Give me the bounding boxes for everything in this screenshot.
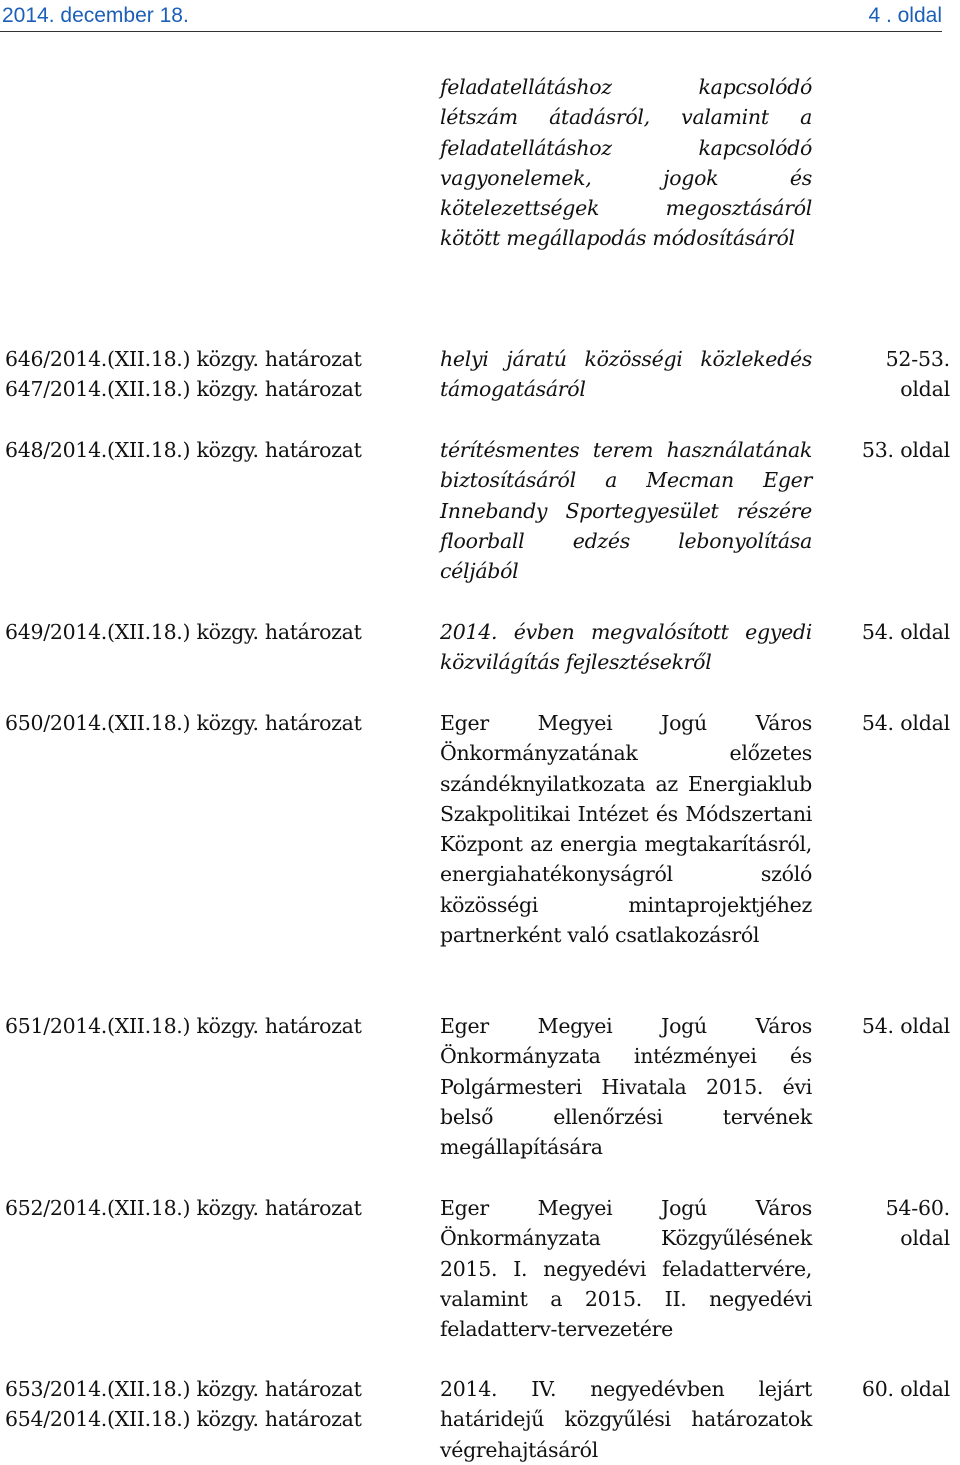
entry-description: Eger Megyei Jogú Város Önkormányzatának előzetes szándéknyilatkozata az Energiaklub Szakpolitikai Intézet és Módszertani Központ az energia megtakarításról, energiahatékonyságról szóló közösségi mintaprojektjéhez partnerként való csatlakozásról <box>440 711 812 948</box>
entry-pages: 54. oldal <box>861 1014 950 1038</box>
entry-references <box>5 617 415 647</box>
entry-references <box>5 708 415 738</box>
entry-references <box>5 344 415 405</box>
entry-pages: 54-60. oldal <box>885 1196 950 1251</box>
entry-reference: 653/2014.(XII.18.) közgy. határozat <box>5 1377 362 1401</box>
entry-pages: 60. oldal <box>861 1377 950 1401</box>
entry-references <box>5 1193 415 1223</box>
entry-reference: 646/2014.(XII.18.) közgy. határozat <box>5 347 362 371</box>
entry-description: térítésmentes terem használatának biztosításáról a Mecman Eger Innebandy Sportegyesület részére floorball edzés lebonyolítása céljából <box>440 438 812 584</box>
entry-description: Eger Megyei Jogú Város Önkormányzata Közgyűlésének 2015. I. negyedévi feladattervére, valamint a 2015. II. negyedévi feladatterv-tervezetére <box>440 1196 812 1342</box>
entry-pages: 54. oldal <box>861 711 950 735</box>
entry-references <box>5 435 415 465</box>
header-page-number: 4 . oldal <box>868 4 942 27</box>
entry-reference: 650/2014.(XII.18.) közgy. határozat <box>5 711 362 735</box>
entry-description: 2014. IV. negyedévben lejárt határidejű közgyűlési határozatok végrehajtásáról <box>440 1377 812 1462</box>
entry-pages: 53. oldal <box>861 438 950 462</box>
page-header <box>0 0 960 30</box>
entry-pages: 52-53. oldal <box>885 347 950 402</box>
header-rule <box>0 31 942 32</box>
entry-reference: 651/2014.(XII.18.) közgy. határozat <box>5 1014 362 1038</box>
entry-description: feladatellátáshoz kapcsolódó létszám átadásról, valamint a feladatellátáshoz kapcsolódó vagyonelemek, jogok és kötelezettségek megosztásáról kötött megállapodás módosításáról <box>440 75 812 251</box>
entry-references <box>5 1374 415 1435</box>
entry-description: 2014. évben megvalósított egyedi közvilágítás fejlesztésekről <box>440 620 812 675</box>
entry-reference: 654/2014.(XII.18.) közgy. határozat <box>5 1407 362 1432</box>
entry-reference: 647/2014.(XII.18.) közgy. határozat <box>5 377 362 402</box>
entry-reference: 652/2014.(XII.18.) közgy. határozat <box>5 1196 362 1220</box>
entry-reference: 648/2014.(XII.18.) közgy. határozat <box>5 438 362 462</box>
entry-pages: 54. oldal <box>861 620 950 644</box>
header-date: 2014. december 18. <box>2 4 189 27</box>
entry-references <box>5 1011 415 1041</box>
entry-reference: 649/2014.(XII.18.) közgy. határozat <box>5 620 362 644</box>
entry-description: Eger Megyei Jogú Város Önkormányzata intézményei és Polgármesteri Hivatala 2015. évi belső ellenőrzési tervének megállapítására <box>440 1014 812 1160</box>
entry-description: helyi járatú közösségi közlekedés támogatásáról <box>440 347 812 402</box>
